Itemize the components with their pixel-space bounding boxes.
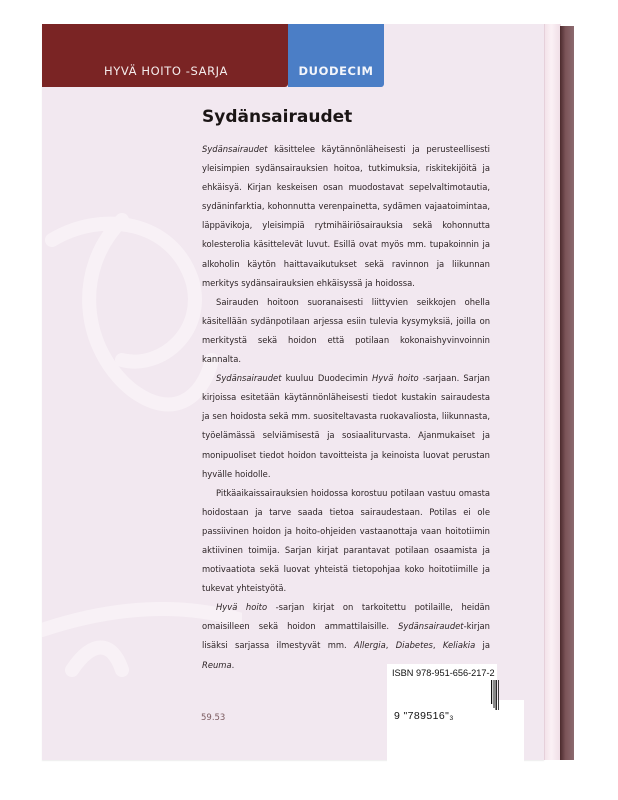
text-segment: -kirjan lisäksi sarjassa ilmestyvät mm. <box>202 621 490 651</box>
italic-title-ref: Hyvä hoito <box>372 373 419 384</box>
barcode-icon <box>491 680 501 710</box>
italic-title-ref: Allergia <box>353 640 386 651</box>
text-segment: Sairauden hoitoon suoranaisesti liittyvien seikkojen ohella käsitellään sydänpotilaan arjessa esiin tulevia kysymyksiä, joilla on merkitystä sekä hoidon että potilaan kokonaishyvinvoinnin kannalta. <box>202 296 490 365</box>
blurb-paragraph <box>202 140 490 293</box>
series-label: HYVÄ HOITO -SARJA <box>104 64 228 78</box>
blurb-text <box>202 140 490 675</box>
blurb-paragraph <box>202 484 490 599</box>
italic-title-ref: Sydänsairaudet <box>216 373 282 384</box>
text-segment: , <box>432 640 443 651</box>
text-segment: -sarjaan. Sarjan kirjoissa esitetään käytännönläheisesti tiedot kustakin sairaudesta ja sen hoidosta sekä mm. suositeltavasta ruokavaliosta, liikunnasta, työelämässä selviämisestä ja sosiaaliturvasta. Ajanmukaiset ja monipuoliset tiedot hoidon tavoitteista ja keinoista luovat perustan hyvälle hoidolle. <box>202 373 490 479</box>
book-spine <box>560 26 574 760</box>
barcode-digits: 9 "789516"₃ <box>394 710 454 722</box>
book-title: Sydänsairaudet <box>202 107 353 127</box>
italic-title-ref: Keliakia <box>442 640 476 651</box>
italic-title-ref: Sydänsairaudet <box>398 621 464 632</box>
text-segment: Pitkäaikaissairauksien hoidossa korostuu potilaan vastuu omasta hoidostaan ja tarve saada tietoa sairaudestaan. Potilas ei ole passiivinen hoidon ja hoito-ohjeiden vastaanottaja vaan hoitotiimin aktiivinen toimija. Sarjan kirjat parantavat potilaan osaamista ja motivaatiota sekä luovat yhteistä tietopohjaa koko hoitotiimille ja tukevat yhteistyötä. <box>202 487 490 594</box>
cover-hinge <box>544 24 561 760</box>
text-segment: ja <box>475 640 491 651</box>
text-segment: . <box>231 659 235 670</box>
blurb-paragraph <box>202 369 490 484</box>
italic-title-ref: Reuma <box>202 659 232 670</box>
italic-title-ref: Diabetes <box>395 640 433 651</box>
blurb-paragraph <box>202 293 490 369</box>
isbn-number: ISBN 978-951-656-217-2 <box>392 668 495 678</box>
text-segment: -sarjan kirjat on tarkoitettu potilaille, heidän omaisilleen sekä hoidon ammattilaisille. <box>202 602 490 632</box>
text-segment: käsittelee käytännönläheisesti ja perusteellisesti yleisimpien sydänsairauksien hoitoa, tutkimuksia, riskitekijöitä ja ehkäisyä. Kirjan keskeisen osan muodostavat sepelvaltimotautia, sydäninfarktia, kohonnutta verenpainetta, sydämen vajaatoimintaa, läppävikoja, yleisimpiä rytmihäiriösairauksia sekä kohonnutta kolesterolia käsittelevät luvut. Esillä ovat myös mm. tupakoinnin ja alkoholin käytön haittavaikutukset sekä ravinnon ja liikunnan merkitys sydänsairauksien ehkäisyssä ja hoidossa. <box>202 144 490 288</box>
price-code: 59.53 <box>201 713 226 723</box>
publisher-label: DUODECIM <box>298 64 374 78</box>
text-segment: kuuluu Duodecimin <box>281 373 373 384</box>
text-segment: , <box>385 640 396 651</box>
italic-title-ref: Hyvä hoito <box>216 602 268 613</box>
italic-title-ref: Sydänsairaudet <box>202 144 268 154</box>
